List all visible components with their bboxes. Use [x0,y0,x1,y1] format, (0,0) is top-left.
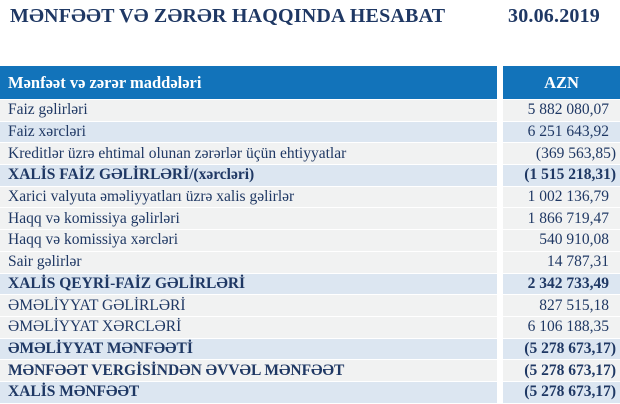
row-value: 827 515,18 [503,295,620,316]
row-label: ƏMƏLİYYAT GƏLİRLƏRİ [0,295,497,316]
table-row [0,187,620,208]
row-value: 5 882 080,07 [503,100,620,121]
row-value: 6 251 643,92 [503,122,620,143]
table-row [0,252,620,273]
table-row [0,143,620,164]
report-table [0,66,620,404]
row-value: 2 342 733,49 [503,274,620,295]
report-titlebar [10,5,600,28]
table-row [0,208,620,229]
row-label: Haqq və komissiya gəlirləri [0,208,497,229]
row-value: (369 563,85) [503,143,620,164]
row-label: XALİS MƏNFƏƏT [0,382,497,403]
row-label: Faiz xərcləri [0,122,497,143]
row-value: 1 866 719,47 [503,208,620,229]
row-value: (5 278 673,17) [503,339,620,360]
table-row [0,317,620,338]
table-header-row [0,66,620,99]
table-row [0,339,620,360]
row-label: MƏNFƏƏT VERGİSİNDƏN ƏVVƏL MƏNFƏƏT [0,360,497,381]
row-label: XALİS FAİZ GƏLİRLƏRİ/(xərcləri) [0,165,497,186]
table-row [0,274,620,295]
row-label: Haqq və komissiya xərcləri [0,230,497,251]
row-label: Xarici valyuta əməliyyatları üzrə xalis gəlirlər [0,187,497,208]
row-label: XALİS QEYRİ-FAİZ GƏLİRLƏRİ [0,274,497,295]
table-row [0,360,620,381]
table-header-currency: AZN [503,66,620,99]
row-label: ƏMƏLİYYAT XƏRCLƏRİ [0,317,497,338]
row-value: (1 515 218,31) [503,165,620,186]
row-value: 540 910,08 [503,230,620,251]
row-value: 1 002 136,79 [503,187,620,208]
row-label: Faiz gəlirləri [0,100,497,121]
table-row [0,165,620,186]
table-row [0,122,620,143]
report-date: 30.06.2019 [508,5,600,27]
row-label: Sair gəlirlər [0,252,497,273]
row-value: 14 787,31 [503,252,620,273]
row-label: ƏMƏLİYYAT MƏNFƏƏTİ [0,339,497,360]
table-row [0,295,620,316]
table-row [0,230,620,251]
row-value: (5 278 673,17) [503,382,620,403]
row-value: 6 106 188,35 [503,317,620,338]
table-row [0,100,620,121]
page-title: MƏNFƏƏT VƏ ZƏRƏR HAQQINDA HESABAT [10,5,446,27]
table-header-items: Mənfəət və zərər maddələri [0,66,497,99]
row-value: (5 278 673,17) [503,360,620,381]
row-label: Kreditlər üzrə ehtimal olunan zərərlər üçün ehtiyyatlar [0,143,497,164]
table-row [0,382,620,403]
